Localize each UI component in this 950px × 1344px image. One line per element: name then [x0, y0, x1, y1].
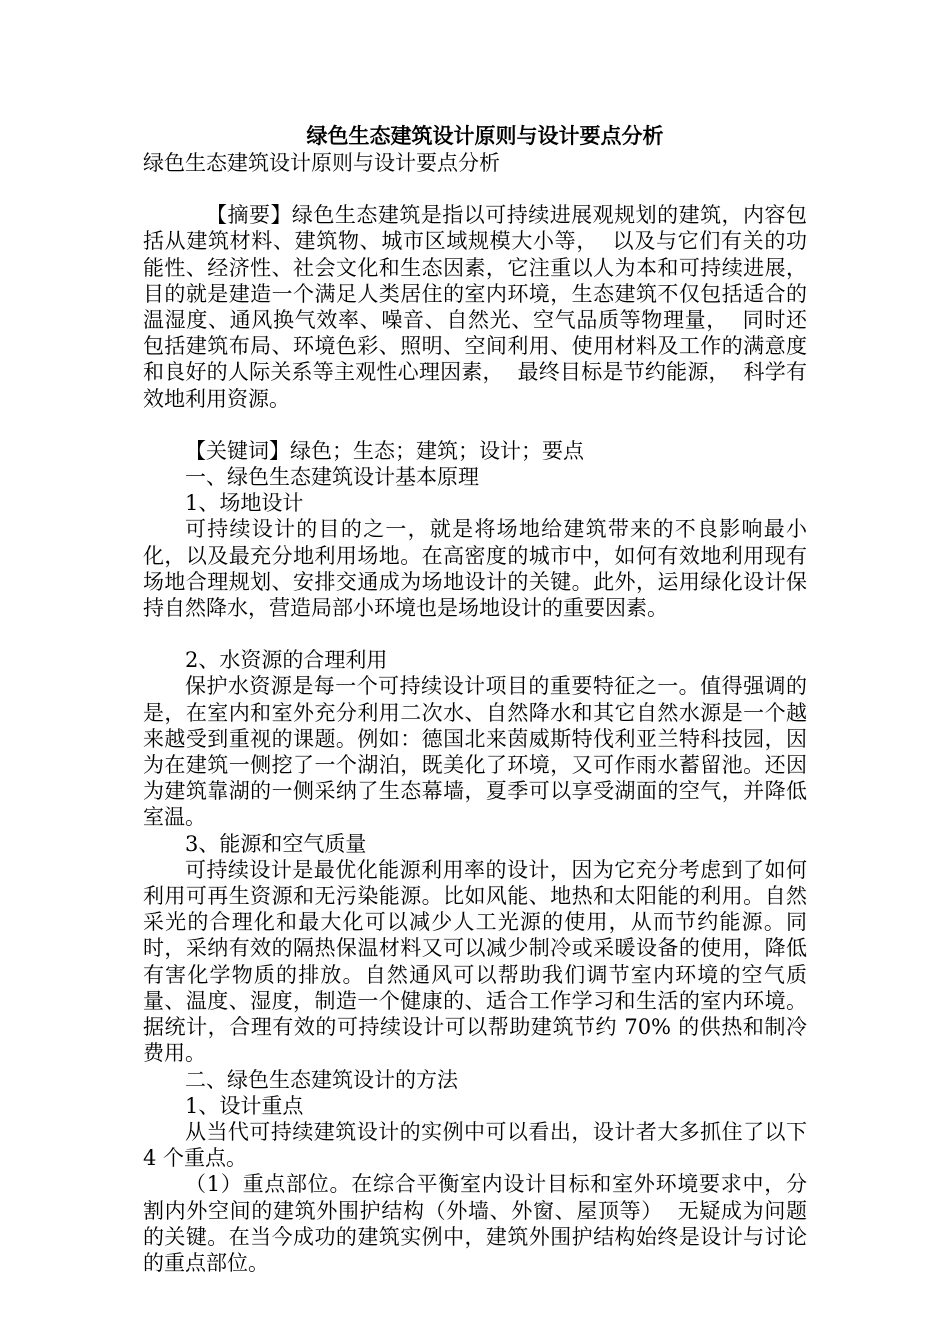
section1-sub3-body: 可持续设计是最优化能源利用率的设计，因为它充分考虑到了如何利用可再生资源和无污染能源。比如风能、地热和太阳能的利用。自然采光的合理化和最大化可以减少人工光源的使用，从而节约能源。同时，采纳有效的隔热保温材料又可以减少制冷或采暖设备的使用，降低有害化学物质的排放。自然通风可以帮助我们调节室内环境的空气质量、温度、湿度，制造一个健康的、适合工作学习和生活的室内环境。据统计，合理有效的可持续设计可以帮助建筑节约 70% 的供热和制冷费用。 — [143, 857, 807, 1066]
spacer — [143, 176, 807, 202]
abstract-paragraph: 【摘要】绿色生态建筑是指以可持续进展观规划的建筑，内容包括从建筑材料、建筑物、城市区域规模大小等， 以及与它们有关的功能性、经济性、社会文化和生态因素，它注重以人为本和可持续进展， 目的就是建造一个满足人类居住的室内环境，生态建筑不仅包括适合的温湿度、通风换气效率、噪音、自然光、空气品质等物理量， 同时还包括建筑布局、环境色彩、照明、空间利用、使用材料及工作的满意度和良好的人际关系等主观性心理因素， 最终目标是节约能源， 科学有效地利用资源。 — [143, 203, 821, 411]
section1-sub3-heading: 3、能源和空气质量 — [185, 831, 367, 856]
section2-heading: 二、绿色生态建筑设计的方法 — [185, 1067, 458, 1092]
keywords-line: 【关键词】绿色；生态；建筑；设计；要点 — [185, 438, 584, 463]
section2-sub1-heading: 1、设计重点 — [185, 1093, 304, 1118]
section1-sub2-body: 保护水资源是每一个可持续设计项目的重要特征之一。值得强调的是，在室内和室外充分利用二次水、自然降水和其它自然水源是一个越来越受到重视的课题。例如：德国北来茵威斯特伐利亚兰特科技园，因为在建筑一侧挖了一个湖泊，既美化了环境，又可作雨水蓄留池。还因为建筑靠湖的一侧采纳了生态幕墙，夏季可以享受湖面的空气，并降低室温。 — [143, 674, 807, 830]
spacer — [143, 412, 807, 438]
document-page — [143, 122, 821, 1276]
section1-sub1-body: 可持续设计的目的之一，就是将场地给建筑带来的不良影响最小化，以及最充分地利用场地。在高密度的城市中，如何有效地利用现有场地合理规划、安排交通成为场地设计的关键。此外，运用绿化设计保持自然降水，营造局部小环境也是场地设计的重要因素。 — [143, 517, 807, 621]
section2-sub1-body: 从当代可持续建筑设计的实例中可以看出，设计者大多抓住了以下 4 个重点。 — [143, 1119, 814, 1171]
section1-sub2-heading: 2、水资源的合理利用 — [185, 648, 388, 673]
section1-sub1-heading: 1、场地设计 — [185, 491, 304, 516]
spacer — [143, 621, 807, 647]
section2-point1: （1）重点部位。在综合平衡室内设计目标和室外环境要求中，分割内外空间的建筑外围护结构（外墙、外窗、屋顶等） 无疑成为问题的关键。在当今成功的建筑实例中，建筑外围护结构始终是设计与讨论的重点部位。 — [143, 1172, 807, 1275]
document-subtitle: 绿色生态建筑设计原则与设计要点分析 — [143, 151, 500, 175]
document-title: 绿色生态建筑设计原则与设计要点分析 — [306, 123, 664, 148]
section1-heading: 一、绿色生态建筑设计基本原理 — [185, 465, 479, 490]
